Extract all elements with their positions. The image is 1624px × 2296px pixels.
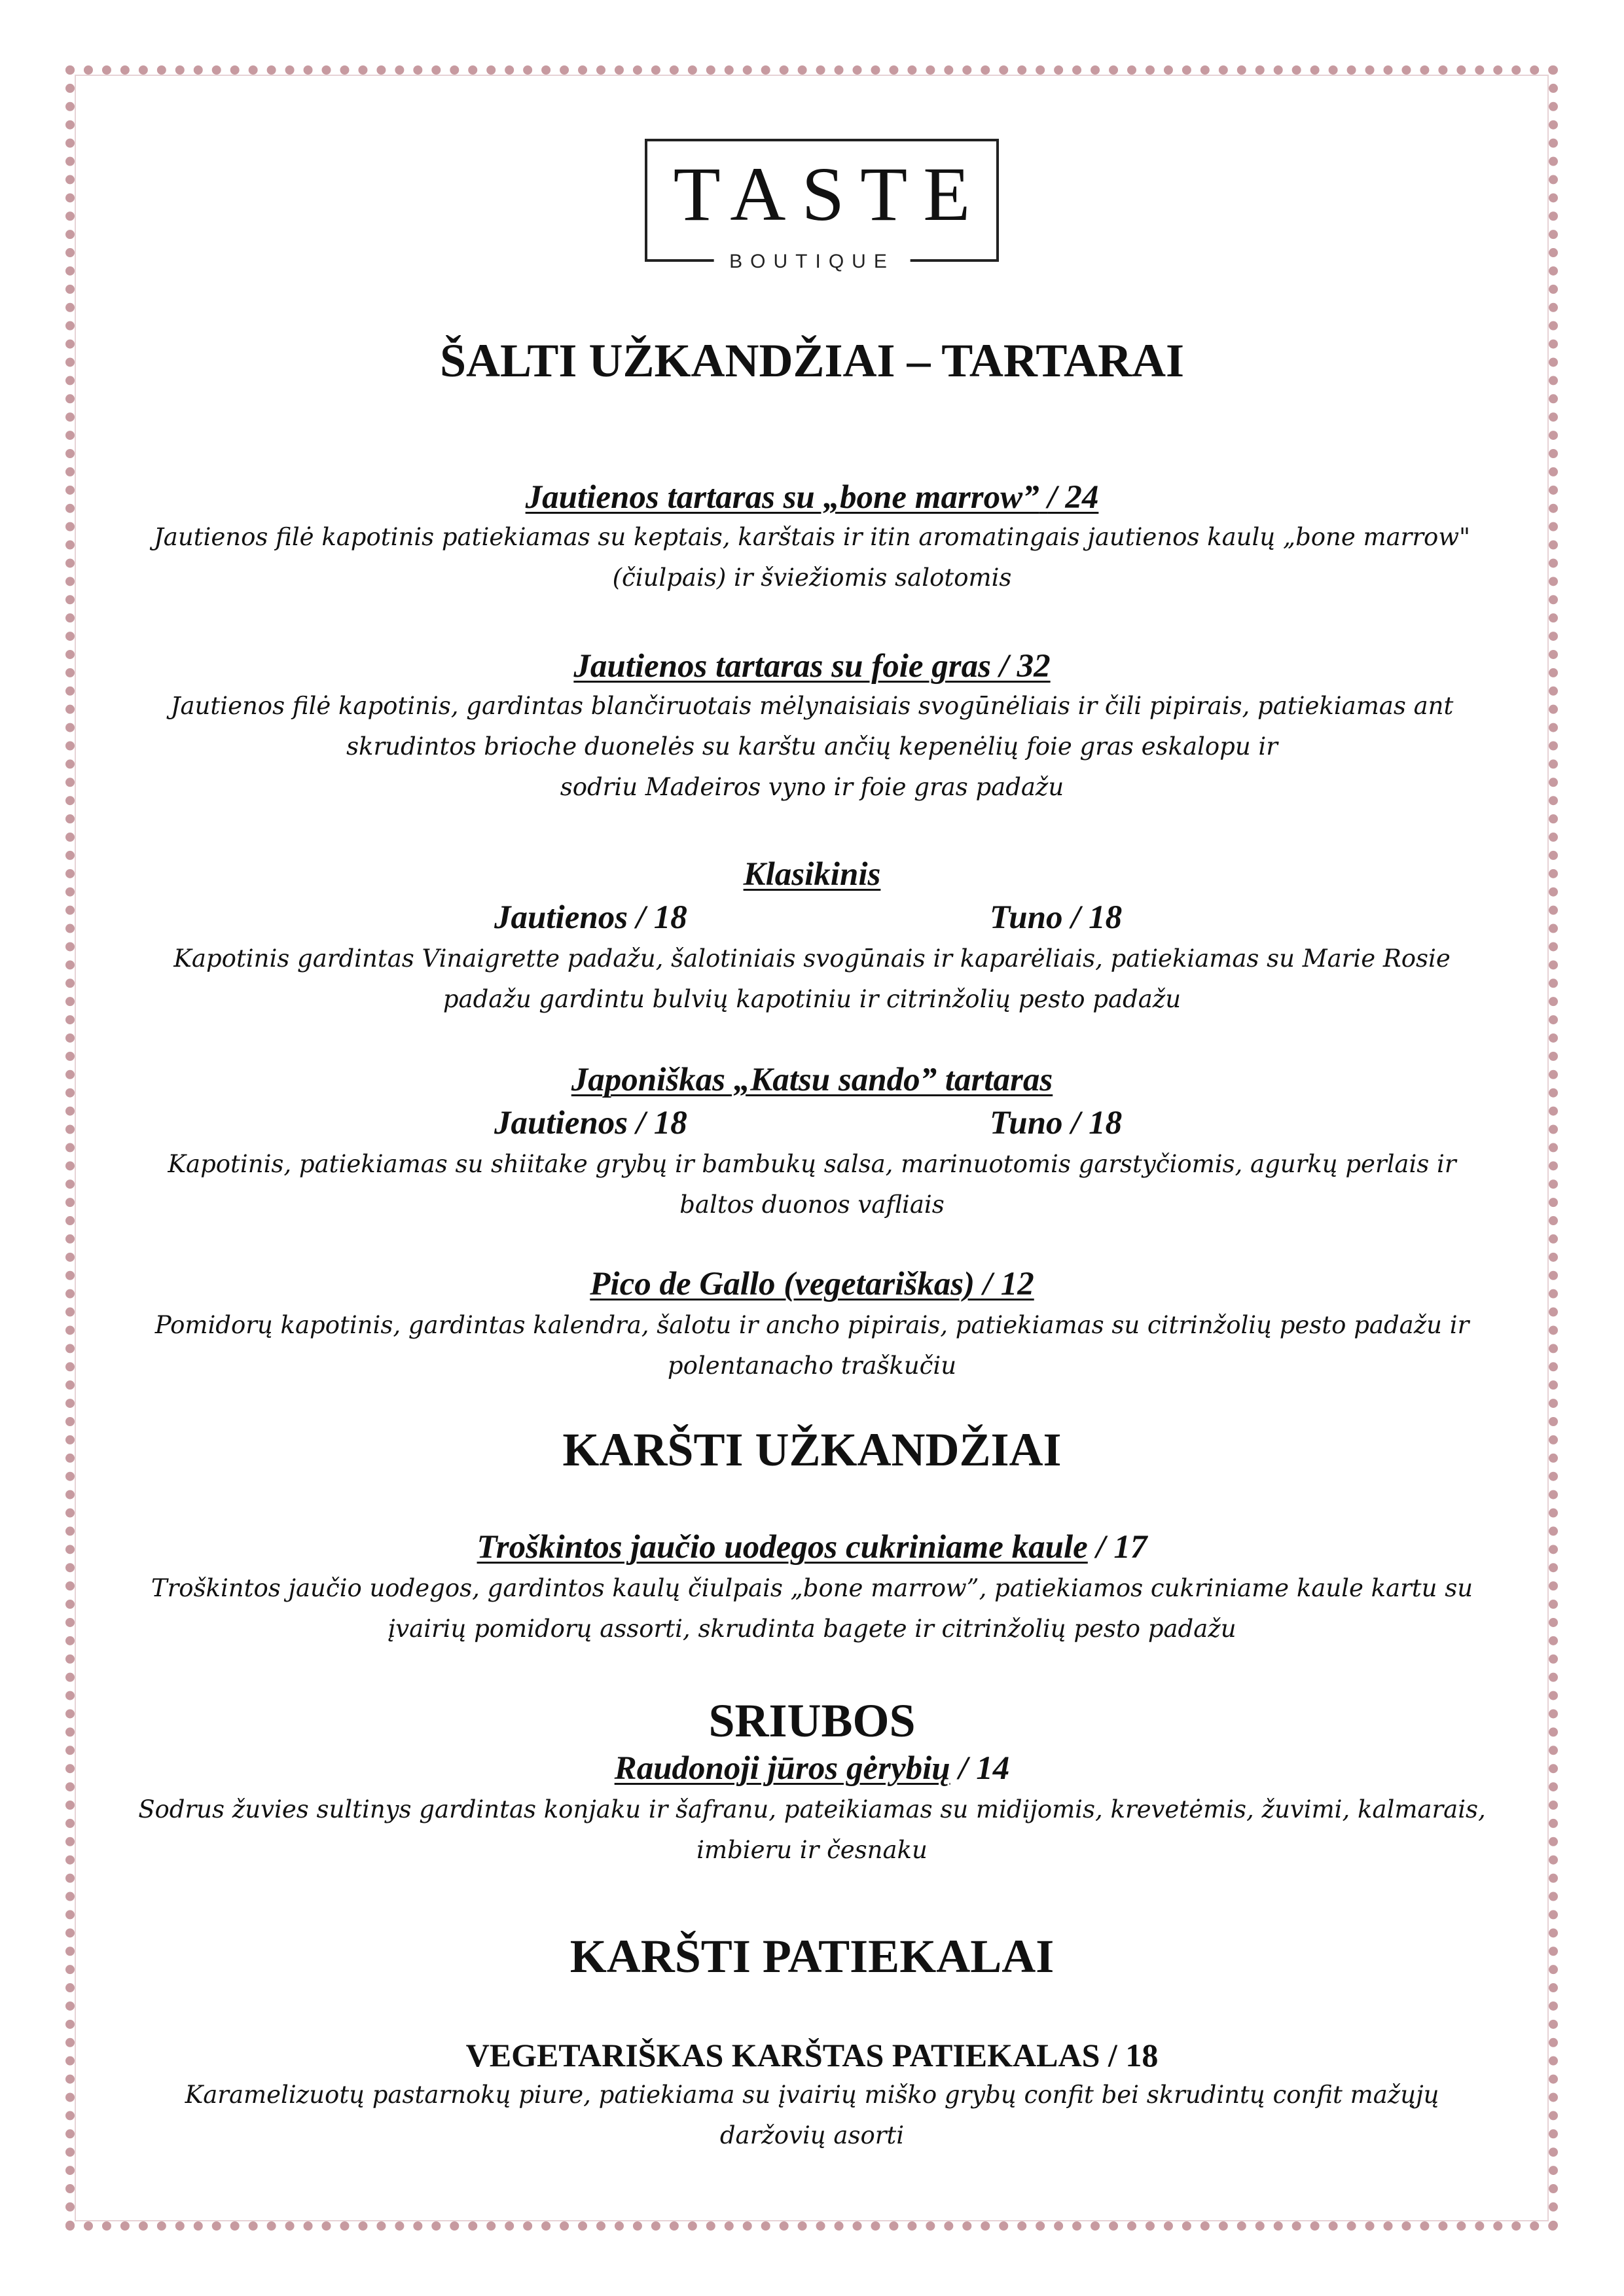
logo-word: TASTE [673, 151, 986, 237]
section-title-hot-starters: KARŠTI UŽKANDŽIAI [562, 1424, 1062, 1476]
item-desc: Kapotinis, patiekiamas su shiitake grybų ir bambukų salsa, marinuotomis garstyčiomis, agurkų perlais ir [168, 1150, 1456, 1178]
item-desc: Kapotinis gardintas Vinaigrette padažu, šalotiniais svogūnais ir kaparėliais, patiekiamas su Marie Rosie [173, 944, 1451, 973]
variant-right: Tuno / 18 [990, 1105, 1123, 1141]
variant-right: Tuno / 18 [990, 899, 1123, 936]
item-title-pico [111, 1265, 1513, 1304]
item-name: Jautienos tartaras su „bone marrow” [525, 479, 1039, 516]
variant-row [111, 1102, 1513, 1144]
item-desc: skrudintos brioche duonelės su karštu ančių kepenėlių foie gras eskalopu ir [346, 732, 1278, 761]
item-title-klasikinis [111, 855, 1513, 895]
item-desc: įvairių pomidorų assorti, skrudinta bagete ir citrinžolių pesto padažu [388, 1615, 1236, 1643]
section-title-hot-dishes: KARŠTI PATIEKALAI [569, 1930, 1055, 1982]
item-desc: sodriu Madeiros vyno ir foie gras padažu [560, 773, 1064, 801]
item-price: / 17 [1096, 1529, 1147, 1566]
item-name: Klasikinis [743, 856, 881, 893]
section-title-soups: SRIUBOS [708, 1695, 916, 1747]
variant-row [111, 897, 1513, 939]
item-name: Japoniškas „Katsu sando” tartaras [571, 1062, 1053, 1098]
item-desc: Troškintos jaučio uodegos, gardintos kaulų čiulpais „bone marrow”, patiekiamos cukriniame kaule kartu su [151, 1574, 1473, 1602]
item-price: / 24 [1047, 479, 1099, 516]
item-desc: daržovių asorti [719, 2121, 905, 2149]
item-desc: baltos duonos vafliais [679, 1191, 945, 1219]
item-title-katsu [111, 1060, 1513, 1100]
item-title-seafood-soup [111, 1749, 1513, 1789]
item-title-oxtail [111, 1528, 1513, 1568]
item-desc: Pomidorų kapotinis, gardintas kalendra, šalotu ir ancho pipirais, patiekiamas su citrinžolių pesto padažu ir [154, 1311, 1470, 1339]
item-desc: Jautienos filė kapotinis, gardintas blančiruotais mėlynaisiais svogūnėliais ir čili pipirais, patiekiamas ant [170, 692, 1454, 720]
item-title-veg-hot: VEGETARIŠKAS KARŠTAS PATIEKALAS / 18 [465, 2037, 1159, 2073]
menu-content [111, 0, 1513, 2296]
item-name: Raudonoji jūros gėrybių [614, 1750, 950, 1787]
item-desc: polentanacho traškučiu [667, 1352, 957, 1380]
item-desc: Sodrus žuvies sultinys gardintas konjaku ir šafranu, pateikiamas su midijomis, krevetėmis, žuvimi, kalmarais, [138, 1795, 1486, 1823]
variant-left: Jautienos / 18 [494, 899, 687, 936]
item-name: Jautienos tartaras su foie gras / 32 [573, 648, 1051, 685]
item-title-bone-marrow [111, 478, 1513, 518]
item-desc: Karamelizuotų pastarnokų piure, patiekiama su įvairių miško grybų confit bei skrudintų confit mažųjų [185, 2081, 1439, 2109]
section-title-cold: ŠALTI UŽKANDŽIAI – TARTARAI [439, 334, 1185, 387]
item-desc: padažu gardintu bulvių kapotiniu ir citrinžolių pesto padažu [442, 985, 1182, 1013]
item-price: / 14 [958, 1750, 1010, 1787]
item-desc: imbieru ir česnaku [696, 1836, 928, 1864]
item-title-foie-gras [111, 647, 1513, 687]
item-name: Troškintos jaučio uodegos cukriniame kaule [477, 1529, 1088, 1566]
variant-left: Jautienos / 18 [494, 1105, 687, 1141]
item-desc: (čiulpais) ir šviežiomis salotomis [612, 564, 1012, 592]
item-desc: Jautienos filė kapotinis patiekiamas su keptais, karštais ir itin aromatingais jautienos kaulų „bone marrow" [153, 523, 1471, 551]
logo-subtitle: BOUTIQUE [713, 247, 911, 276]
item-name: Pico de Gallo (vegetariškas) / 12 [590, 1266, 1034, 1302]
